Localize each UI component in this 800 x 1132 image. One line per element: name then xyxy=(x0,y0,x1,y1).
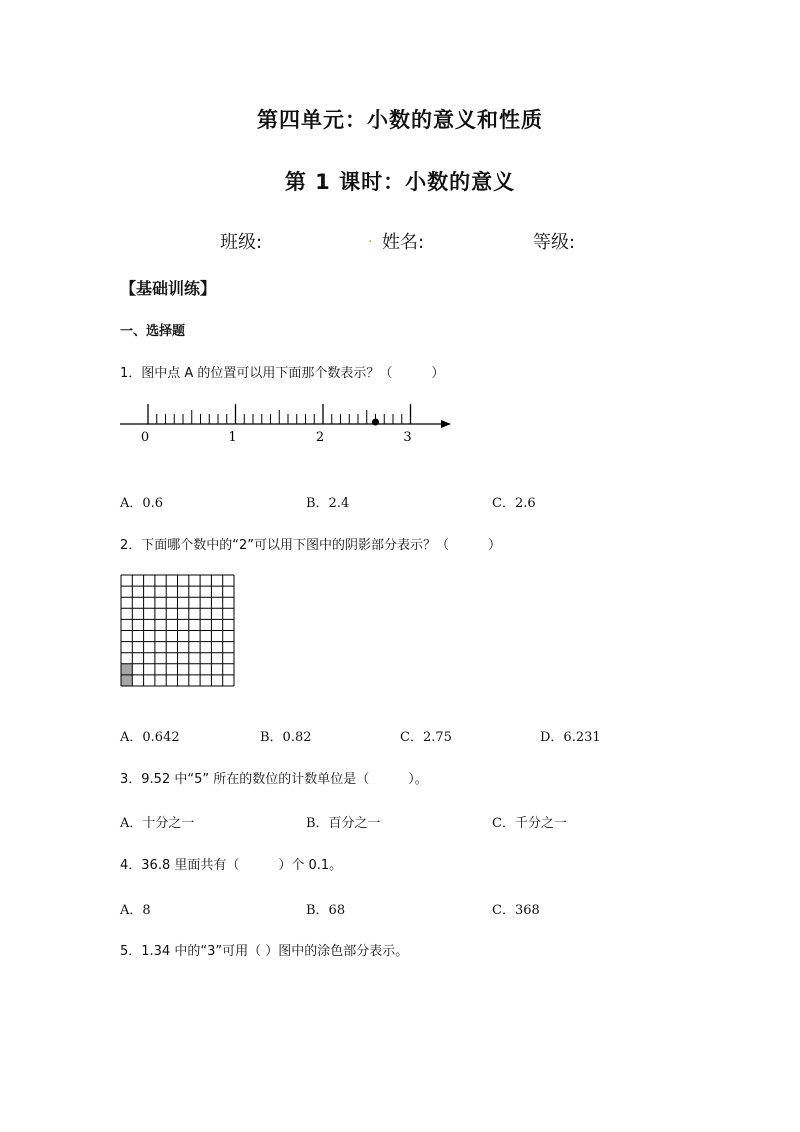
question-3: 3．9.52 中“5” 所在的数位的计数单位是（ ）。 xyxy=(120,772,428,787)
point-a xyxy=(372,419,379,426)
question-2: 2．下面哪个数中的“2”可以用下图中的阴影部分表示？（ ） xyxy=(120,538,502,553)
q2-option-a: A．0.642 xyxy=(120,730,180,745)
grade-label: 等级: xyxy=(533,232,576,253)
q4-option-a: A．8 xyxy=(120,903,151,918)
q1-option-a: A．0.6 xyxy=(120,496,164,511)
section-heading: 【基础训练】 xyxy=(120,279,217,298)
q2-option-b: B．0.82 xyxy=(260,730,312,745)
question-5: 5．1.34 中的“3”可用（ ）图中的涂色部分表示。 xyxy=(120,944,409,959)
name-label: 姓名: xyxy=(382,232,425,253)
q1-option-b: B．2.4 xyxy=(306,496,350,511)
q1-option-c: C．2.6 xyxy=(492,496,536,511)
shaded-cell xyxy=(121,675,132,686)
number-line-arrow xyxy=(441,420,451,428)
q3-option-a: A．十分之一 xyxy=(120,816,195,831)
number-line xyxy=(115,395,460,445)
question-1: 1．图中点 A 的位置可以用下面那个数表示？（ ） xyxy=(120,366,445,381)
tick-label-1: 1 xyxy=(228,430,237,445)
number-line-ticks xyxy=(148,404,411,424)
tick-label-3: 3 xyxy=(403,430,412,445)
part-heading: 一、选择题 xyxy=(120,324,186,339)
marker-dot: . xyxy=(368,230,373,246)
hundred-grid xyxy=(120,574,236,688)
page-title: 第四单元：小数的意义和性质 xyxy=(257,108,543,132)
q3-option-b: B．百分之一 xyxy=(306,816,381,831)
q4-option-c: C．368 xyxy=(492,903,540,918)
shaded-cell xyxy=(121,664,132,675)
q4-option-b: B．68 xyxy=(306,903,346,918)
q2-option-c: C．2.75 xyxy=(400,730,452,745)
q3-option-c: C．千分之一 xyxy=(492,816,567,831)
question-4: 4．36.8 里面共有（ ）个 0.1。 xyxy=(120,858,343,873)
q2-option-d: D．6.231 xyxy=(540,730,601,745)
tick-label-0: 0 xyxy=(140,430,150,445)
lesson-subtitle: 第 1 课时：小数的意义 xyxy=(284,170,516,194)
class-label: 班级: xyxy=(220,232,263,253)
tick-label-2: 2 xyxy=(315,430,325,445)
